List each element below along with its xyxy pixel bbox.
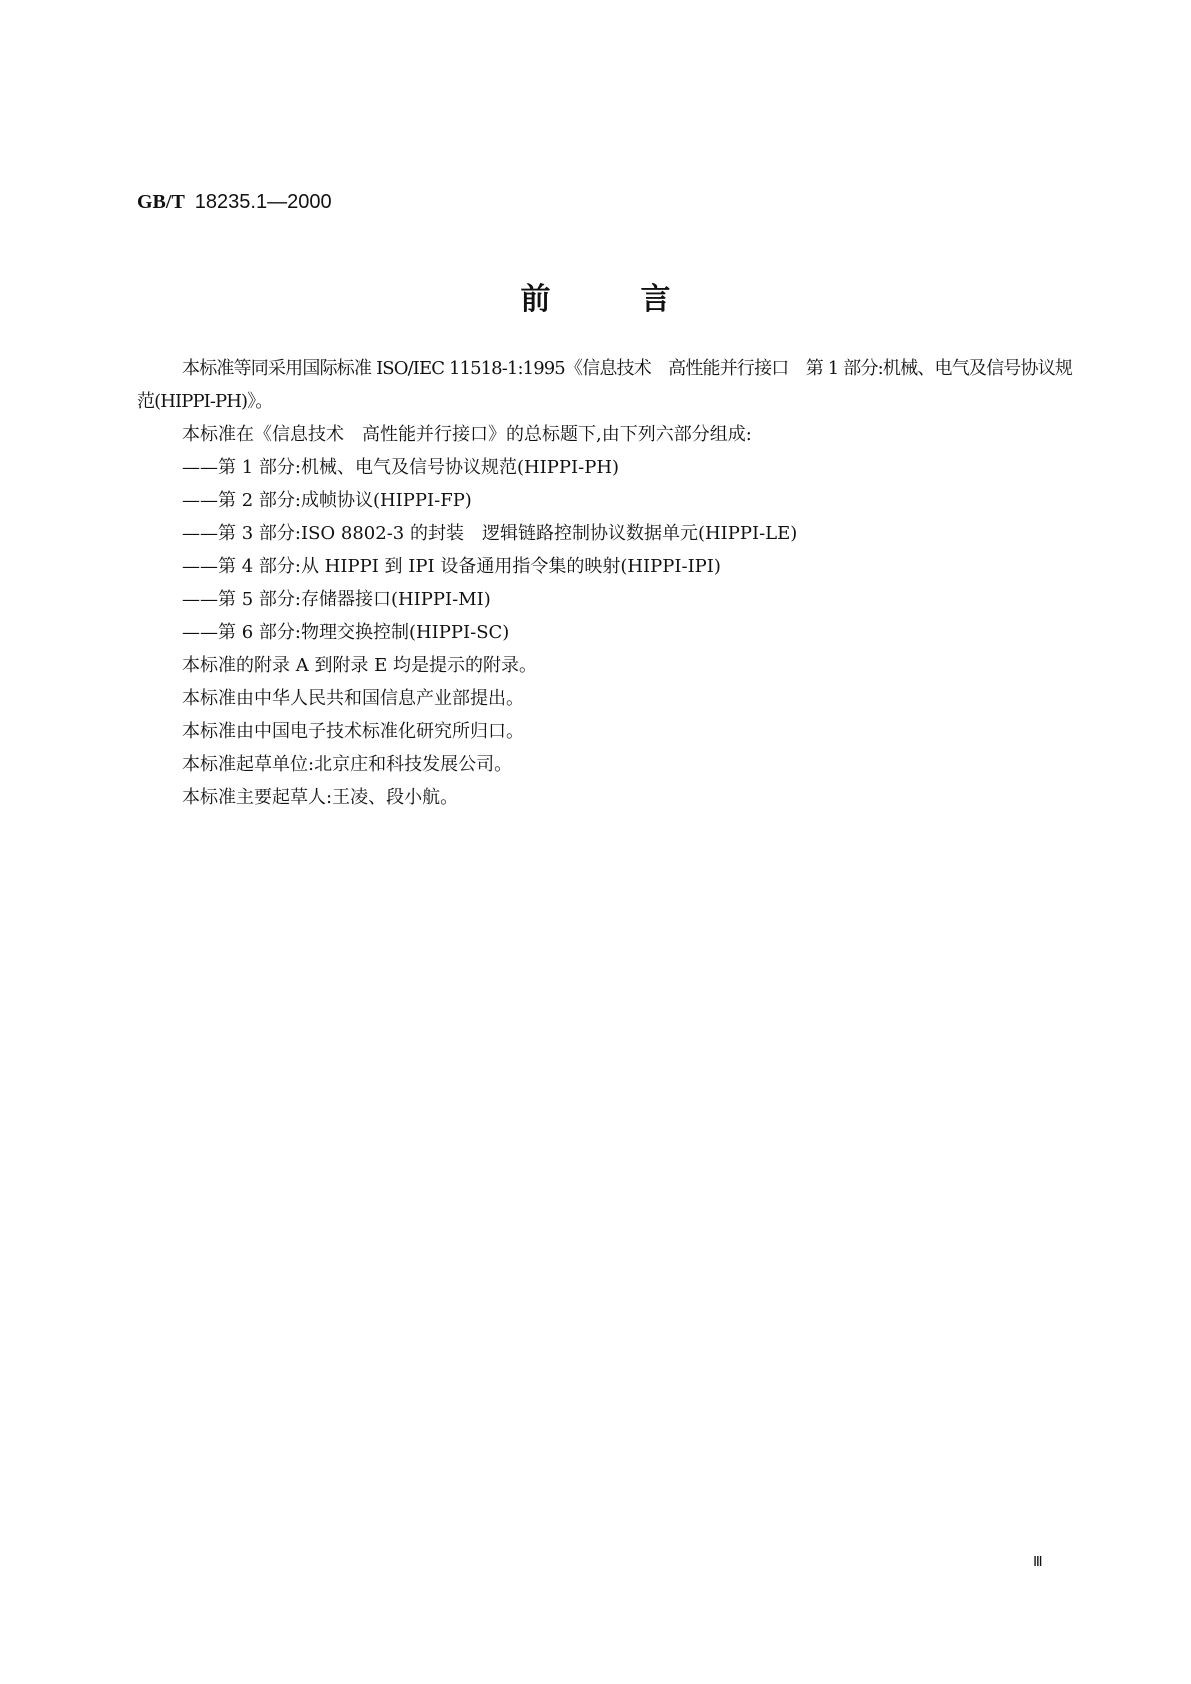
page-number: Ⅲ: [1033, 1555, 1043, 1570]
standard-code-prefix: GB/T: [137, 191, 185, 213]
part-list-item: ——第 6 部分:物理交换控制(HIPPI-SC): [182, 622, 510, 643]
part-list-item: ——第 5 部分:存储器接口(HIPPI-MI): [182, 589, 491, 610]
page-title: 前言: [520, 282, 761, 317]
part-list-item: ——第 3 部分:ISO 8802-3 的封装 逻辑链路控制协议数据单元(HIPPI-LE): [182, 523, 798, 544]
part-list-item: ——第 2 部分:成帧协议(HIPPI-FP): [182, 490, 472, 511]
intro-paragraph: 本标准等同采用国际标准 ISO/IEC 11518-1:1995《信息技术 高性能并行接口 第 1 部分:机械、电气及信号协议规范(HIPPI-PH)》。: [137, 358, 1072, 412]
annex-statement: 本标准的附录 A 到附录 E 均是提示的附录。: [182, 655, 538, 676]
part-list-item: ——第 4 部分:从 HIPPI 到 IPI 设备通用指令集的映射(HIPPI-IPI): [182, 556, 721, 577]
part-list-item: ——第 1 部分:机械、电气及信号协议规范(HIPPI-PH): [182, 457, 620, 478]
drafting-unit-statement: 本标准起草单位:北京庄和科技发展公司。: [182, 754, 513, 775]
drafters-statement: 本标准主要起草人:王凌、段小航。: [182, 787, 459, 808]
standard-code-number: 18235.1—2000: [194, 191, 332, 213]
administrator-statement: 本标准由中国电子技术标准化研究所归口。: [182, 721, 524, 742]
foreword-body: [137, 352, 1072, 814]
series-paragraph: 本标准在《信息技术 高性能并行接口》的总标题下,由下列六部分组成:: [182, 424, 752, 445]
proposer-statement: 本标准由中华人民共和国信息产业部提出。: [182, 688, 524, 709]
standard-code: [137, 188, 332, 216]
